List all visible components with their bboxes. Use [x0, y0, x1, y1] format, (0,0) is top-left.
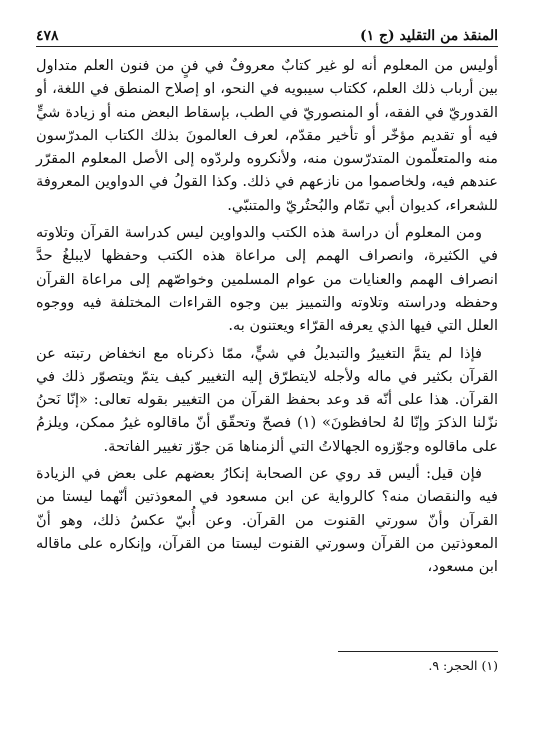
- footnote-divider: [338, 651, 498, 652]
- paragraph: أوليس من المعلوم أنه لو غير كتابٌ معروفٌ في فنٍ من فنون العلم متداول بين أرباب ذلك العلم، ككتاب سيبويه في النحو، او إصلاح المنطق في اللغة، أو القدوريّ في الفقه، أو المنصوريّ في الطب، بإسقاط البعض منه أو زيادة شيٍّ فيه أو تقديم مؤخّر أو تأخير مقدّم، لعرف العالمونَ بذلك الكتاب المدرّسون منه والمتعلّمون المتدرّسون منه، ولأنكروه ولردّوه إلى الأصل المعلوم المقرّر عندهم فيه، ولخاصموا من نازعهم في ذلك. وكذا القولُ في الدواوين المعروفة للشعراء، كديوان أبي تمّام والبُحتُريّ والمتنبّي.: [36, 57, 498, 214]
- page-header: [36, 18, 498, 47]
- running-title: المنقذ من التقليد (ج ١): [359, 28, 498, 44]
- paragraph: فإذا لم يتمَّ التغييرُ والتبديلُ في شيٍّ، ممّا ذكرناه مع انخفاض رتبته عن القرآن بكثير في ماله ولأجله لايتطرّق إليه التغيير كيف يتمّ ويتصوّر ذلك في القرآن. هذا على أنّه قد وعد بحفظ القرآن من التغيير بقوله تعالى: «إنّا نَحنُ نزّلنا الذكرَ وإنّا لهُ لحافظونَ» (١) فصحّ وتحقّق أنّ ماقالوه غيرُ ممكن، ويلزمُ على ماقالوه وجوّزوه الجهالاتُ التي ألزمناها مَن جوّز تغيير الفاتحة.: [36, 344, 499, 455]
- paragraph: ومن المعلوم أن دراسة هذه الكتب والدواوين ليس كدراسة القرآن وتلاوته في الكثيرة، وانصراف الهمم إلى مراعاة هذه الكتب وحفظها لايبلغُ حدَّ انصراف الهمم والعنايات من عوام المسلمين وخواصّهم إلى مراعاة القرآن وحفظه ودراسته وتلاوته والتمييز بين وجوه القراءات المختلفة فيه ووجوه العلل التي فيها الذي يعرفه القرّاء ويعتنون به.: [36, 224, 498, 335]
- footnote: (١) الحجر: ٩.: [428, 658, 498, 673]
- paragraph: فإن قيل: أليس قد روي عن الصحابة إنكارُ بعضهم على بعض في الزيادة فيه والنقصان منه؟ كالرواية عن ابن مسعود في المعوذتين أنّهما ليستا من القرآن وأنّ سورتي القنوت من القرآن. وعن أُبيّ عكسُ ذلك، وهو أنّ المعوذتين من القرآن وسورتي القنوت ليستا من القرآن، وإنكاره على ماقاله ابن مسعود،: [36, 465, 498, 576]
- page-number: ٤٧٨: [36, 28, 59, 44]
- body-text: [36, 54, 498, 583]
